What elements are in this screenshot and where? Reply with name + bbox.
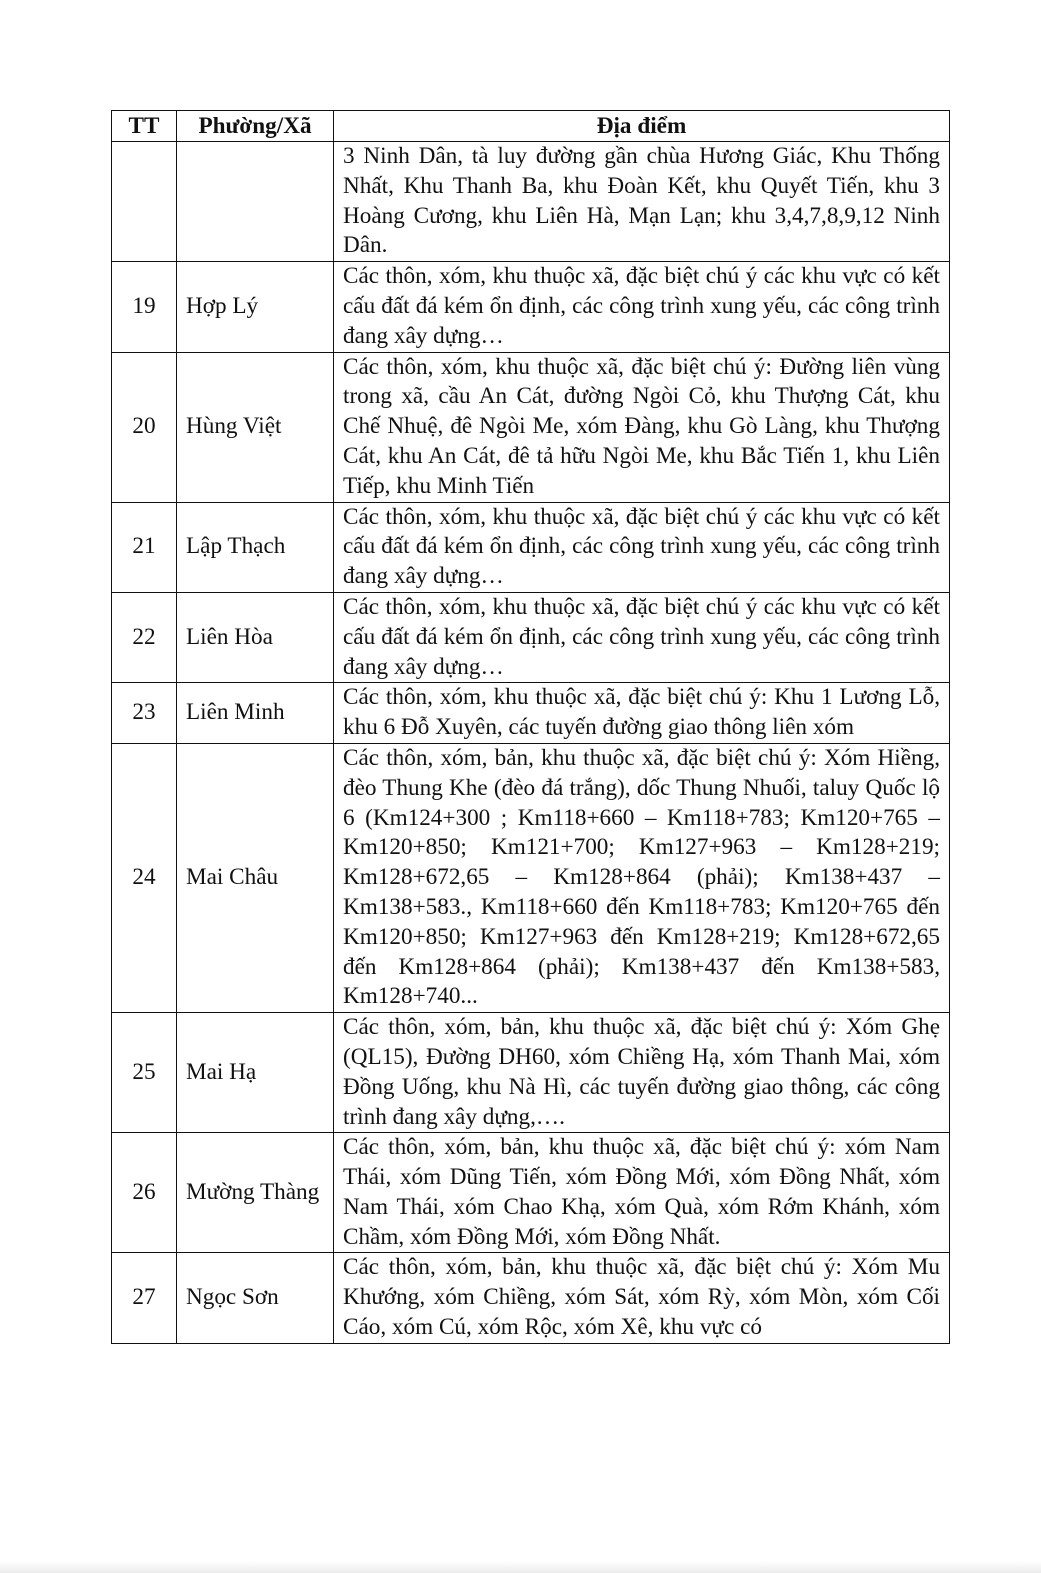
row-place: Các thôn, xóm, khu thuộc xã, đặc biệt chú ý các khu vực có kết cấu đất đá kém ổn định, các công trình xung yếu, các công trình đang xây dựng… [334, 592, 950, 682]
row-place: Các thôn, xóm, bản, khu thuộc xã, đặc biệt chú ý: xóm Nam Thái, xóm Dũng Tiến, xóm Đồng Mới, xóm Đồng Nhất, xóm Nam Thái, xóm Chao Khạ, xóm Quà, xóm Rớm Khánh, xóm Chầm, xóm Đồng Mới, xóm Đồng Nhất. [334, 1133, 950, 1253]
table-row [112, 1013, 950, 1133]
row-place: Các thôn, xóm, bản, khu thuộc xã, đặc biệt chú ý: Xóm Hiềng, đèo Thung Khe (đèo đá trắng), dốc Thung Nhuối, taluy Quốc lộ 6 (Km124+300 ; Km118+660 – Km118+783; Km120+765 – Km120+850; Km121+700; Km127+963 – Km128+219; Km128+672,65 – Km128+864 (phải); Km138+437 – Km138+583., Km118+660 đến Km118+783; Km120+765 đến Km120+850; Km127+963 đến Km128+219; Km128+672,65 đến Km128+864 (phải); Km138+437 đến Km138+583, Km128+740... [334, 743, 950, 1012]
page-bottom-shadow [0, 1561, 1041, 1573]
table-row [112, 262, 950, 352]
row-place: Các thôn, xóm, khu thuộc xã, đặc biệt chú ý các khu vực có kết cấu đất đá kém ổn định, các công trình xung yếu, các công trình đang xây dựng… [334, 262, 950, 352]
table-row [112, 592, 950, 682]
row-ward: Ngọc Sơn [177, 1253, 334, 1343]
table-row [112, 1253, 950, 1343]
row-number: 22 [112, 592, 177, 682]
row-ward [177, 142, 334, 262]
table-row [112, 683, 950, 744]
table-row [112, 502, 950, 592]
row-number: 26 [112, 1133, 177, 1253]
locations-table [111, 110, 950, 1344]
table-row [112, 1133, 950, 1253]
table-row [112, 352, 950, 502]
row-ward: Liên Minh [177, 683, 334, 744]
row-number: 27 [112, 1253, 177, 1343]
header-ward: Phường/Xã [177, 111, 334, 142]
table-header-row [112, 111, 950, 142]
row-place: Các thôn, xóm, khu thuộc xã, đặc biệt chú ý các khu vực có kết cấu đất đá kém ổn định, các công trình xung yếu, các công trình đang xây dựng… [334, 502, 950, 592]
row-number: 25 [112, 1013, 177, 1133]
row-place: Các thôn, xóm, bản, khu thuộc xã, đặc biệt chú ý: Xóm Ghẹ (QL15), Đường DH60, xóm Chiềng Hạ, xóm Thanh Mai, xóm Đồng Uống, khu Nà Hì, các tuyến đường giao thông, các công trình đang xây dựng,…. [334, 1013, 950, 1133]
row-place: Các thôn, xóm, khu thuộc xã, đặc biệt chú ý: Đường liên vùng trong xã, cầu An Cát, đường Ngòi Cỏ, khu Thượng Cát, khu Chế Nhuệ, đê Ngòi Me, xóm Đàng, khu Gò Làng, khu Thượng Cát, khu An Cát, đê tả hữu Ngòi Me, khu Bắc Tiến 1, khu Liên Tiếp, khu Minh Tiến [334, 352, 950, 502]
row-number: 20 [112, 352, 177, 502]
row-ward: Mai Hạ [177, 1013, 334, 1133]
row-place: 3 Ninh Dân, tà luy đường gần chùa Hương Giác, Khu Thống Nhất, Khu Thanh Ba, khu Đoàn Kết, khu Quyết Tiến, khu 3 Hoàng Cương, khu Liên Hà, Mạn Lạn; khu 3,4,7,8,9,12 Ninh Dân. [334, 142, 950, 262]
table-row [112, 743, 950, 1012]
row-ward: Lập Thạch [177, 502, 334, 592]
row-ward: Mai Châu [177, 743, 334, 1012]
header-place: Địa điểm [334, 111, 950, 142]
row-number: 24 [112, 743, 177, 1012]
row-ward: Liên Hòa [177, 592, 334, 682]
row-ward: Hợp Lý [177, 262, 334, 352]
row-number: 19 [112, 262, 177, 352]
table-row [112, 142, 950, 262]
row-number: 21 [112, 502, 177, 592]
row-place: Các thôn, xóm, khu thuộc xã, đặc biệt chú ý: Khu 1 Lương Lỗ, khu 6 Đỗ Xuyên, các tuyến đường giao thông liên xóm [334, 683, 950, 744]
row-number [112, 142, 177, 262]
row-ward: Hùng Việt [177, 352, 334, 502]
row-place: Các thôn, xóm, bản, khu thuộc xã, đặc biệt chú ý: Xóm Mu Khướng, xóm Chiềng, xóm Sát, xóm Rỳ, xóm Mòn, xóm Cối Cáo, xóm Cú, xóm Rộc, xóm Xê, khu vực có [334, 1253, 950, 1343]
row-ward: Mường Thàng [177, 1133, 334, 1253]
header-tt: TT [112, 111, 177, 142]
row-number: 23 [112, 683, 177, 744]
